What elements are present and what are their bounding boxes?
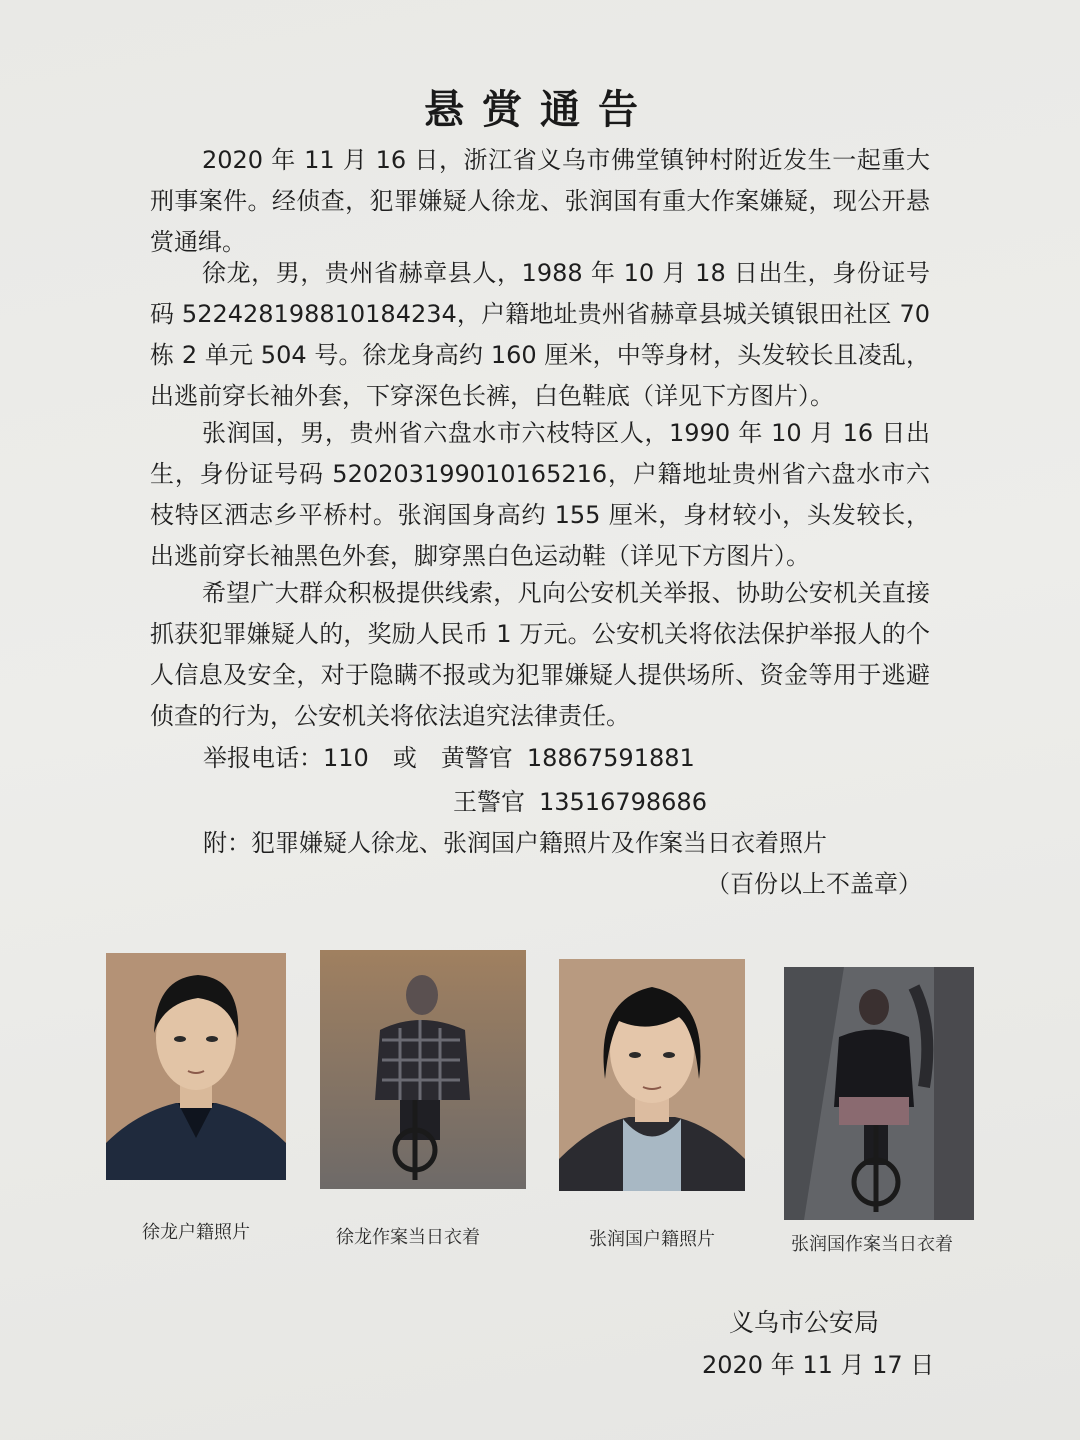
photo-zhang-clothing [784,967,974,1220]
paragraph-reward: 希望广大群众积极提供线索，凡向公安机关举报、协助公安机关直接抓获犯罪嫌疑人的，奖励人民币 1 万元。公安机关将依法保护举报人的个人信息及安全，对于隐瞒不报或为犯罪嫌疑人提供场所、资金等用于逃避侦查的行为，公安机关将依法追究法律责任。 [150,579,930,730]
paragraph-suspect-zhang: 张润国，男，贵州省六盘水市六枝特区人，1990 年 10 月 16 日出生，身份证号码 520203199010165216，户籍地址贵州省六盘水市六枝特区洒志乡平桥村。张润国身高约 155 厘米，身材较小，头发较长，出逃前穿长袖黑色外套，脚穿黑白色运动鞋（详见下方图片）。 [150,419,930,570]
phone-wang: 13516798686 [539,788,707,816]
caption-xu-clothing: 徐龙作案当日衣着 [336,1227,480,1248]
portrait-zhang-svg [559,959,745,1191]
surveillance-xu-svg [320,950,526,1189]
phone-huang: 18867591881 [526,744,695,772]
caption-xu-id: 徐龙户籍照片 [142,1222,250,1243]
attachment-note: 附：犯罪嫌疑人徐龙、张润国户籍照片及作案当日衣着照片 [203,829,827,857]
copy-note: （百份以上不盖章） [706,870,922,898]
caption-zhang-clothing: 张润国作案当日衣着 [791,1234,953,1255]
contact-phone-110: 110 [323,744,369,772]
photo-xu-id [106,953,286,1180]
officer-wang: 王警官 [453,788,525,816]
portrait-xu-svg [106,953,286,1180]
contact-line-1 [203,738,695,773]
notice-title: 悬赏通告 [424,86,656,133]
contact-or: 或 [392,744,417,772]
contact-label: 举报电话： [203,744,323,772]
signature-org: 义乌市公安局 [729,1308,880,1337]
caption-zhang-id: 张润国户籍照片 [589,1229,715,1250]
signature-date: 2020 年 11 月 17 日 [702,1351,935,1379]
photo-xu-clothing [320,950,526,1189]
paragraph-intro: 2020 年 11 月 16 日，浙江省义乌市佛堂镇钟村附近发生一起重大刑事案件。经侦查，犯罪嫌疑人徐龙、张润国有重大作案嫌疑，现公开悬赏通缉。 [150,146,930,256]
officer-huang: 黄警官 [440,744,513,772]
contact-line-2 [453,782,707,817]
photo-zhang-id [559,959,745,1191]
surveillance-zhang-svg [784,967,974,1220]
paragraph-suspect-xu: 徐龙，男，贵州省赫章县人，1988 年 10 月 18 日出生，身份证号码 522428198810184234，户籍地址贵州省赫章县城关镇银田社区 70 栋 2 单元 504 号。徐龙身高约 160 厘米，中等身材，头发较长且凌乱，出逃前穿长袖外套，下穿深色长裤，白色鞋底（详见下方图片）。 [150,259,930,410]
